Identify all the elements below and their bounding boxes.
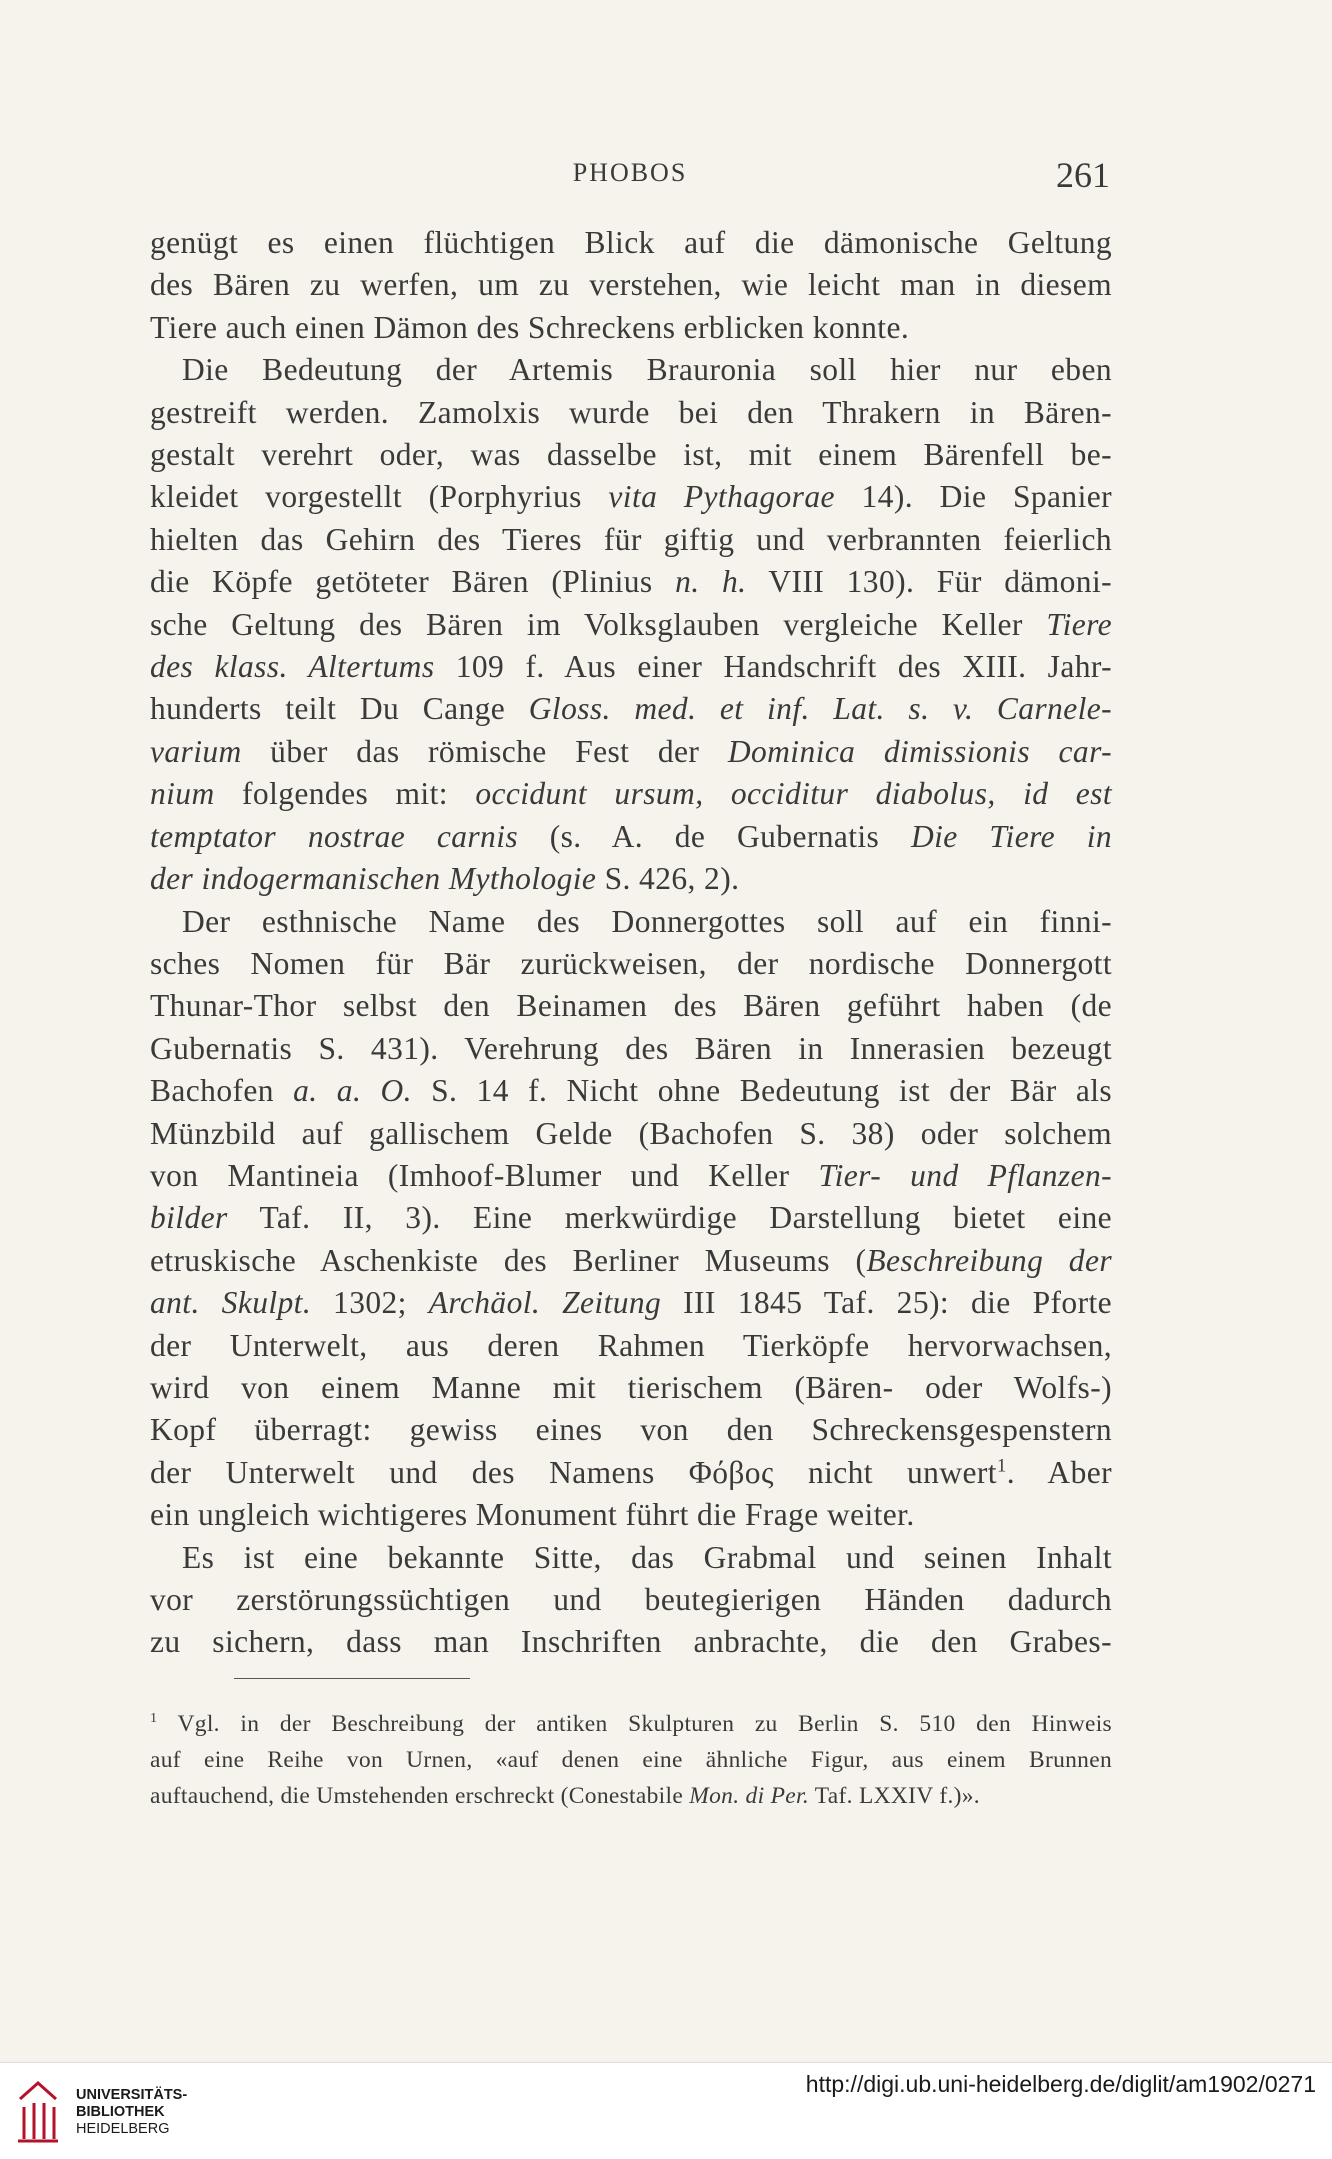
text-line [150,519,1112,561]
text-run: die Köpfe getöteter Bären (Plinius [150,564,676,600]
text-run: von Mantineia (Imhoof-Blumer und Keller [150,1157,819,1193]
source-url-link[interactable]: http://digi.ub.uni-heidelberg.de/diglit/am1902/0271 [805,2071,1316,2097]
italic-text: Die Tiere in [910,818,1112,854]
text-line [150,307,1112,349]
text-line [150,773,1112,815]
library-name-line2: BIBLIOTHEK [76,2104,165,2120]
text-line [150,1494,1112,1536]
text-line [150,858,1112,900]
text-line [150,1282,1112,1324]
text-line [150,1113,1112,1155]
text-line [150,1409,1112,1451]
text-line [150,1155,1112,1197]
italic-text: a. a. O. [293,1073,412,1109]
text-run: gestreift werden. Zamolxis wurde bei den Thrakern in Bären- [150,394,1112,430]
text-line [150,1367,1112,1409]
text-run: hunderts teilt Du Cange [150,691,529,727]
text-line [150,349,1112,391]
text-line [150,604,1112,646]
text-line [150,731,1112,773]
text-run: über das römische Fest der [241,733,728,769]
italic-text: Dominica dimissionis car- [727,733,1112,769]
text-run: Es ist eine bekannte Sitte, das Grabmal und seinen Inhalt [182,1539,1112,1575]
text-line [150,1240,1112,1282]
text-run: (s. A. de Gubernatis [518,818,911,854]
text-run: Gubernatis S. 431). Verehrung des Bären in Innerasien bezeugt [150,1030,1112,1066]
library-logo-icon [14,2079,62,2145]
text-line [150,476,1112,518]
text-run: ein ungleich wichtigeres Monument führt die Frage weiter. [150,1497,915,1533]
text-run: der Unterwelt und des Namens Φόβος nicht unwert [150,1454,997,1490]
text-line [150,646,1112,688]
text-run: Tiere auch einen Dämon des Schreckens erblicken konnte. [150,309,910,345]
text-run: Münzbild auf gallischem Gelde (Bachofen S. 38) oder solchem [150,1115,1112,1151]
footnote-marker: 1 [150,1710,158,1727]
running-header [150,155,1110,198]
text-run: 1302; [311,1285,429,1321]
text-run: III 1845 Taf. 25): die Pforte [661,1285,1112,1321]
text-line [150,1579,1112,1621]
text-line [150,1621,1112,1663]
italic-text: n. h. [675,564,747,600]
library-name [76,2087,187,2138]
text-run: . Aber [1006,1454,1113,1490]
italic-text: nium [150,776,215,812]
text-run: auf eine Reihe von Urnen, «auf denen eine ähnliche Figur, aus einem Brunnen [150,1747,1112,1773]
text-run: gestalt verehrt oder, was dasselbe ist, mit einem Bärenfell be- [150,437,1112,473]
text-run: etruskische Aschenkiste des Berliner Museums ( [150,1242,867,1278]
text-run: Kopf überragt: gewiss eines von den Schreckensgespenstern [150,1412,1112,1448]
text-line [150,264,1112,306]
text-run: VIII 130). Für dämoni- [746,564,1112,600]
text-run: S. 14 f. Nicht ohne Bedeutung ist der Bär als [411,1073,1113,1109]
text-run: hielten das Gehirn des Tieres für giftig und verbrannten feierlich [150,521,1112,557]
italic-text: occidunt ursum, occiditur diabolus, id est [475,776,1112,812]
footnote-line [150,1706,1112,1742]
text-run: folgendes mit: [214,776,476,812]
text-run: Die Bedeutung der Artemis Brauronia soll hier nur eben [182,352,1112,388]
text-run: des Bären zu werfen, um zu verstehen, wie leicht man in diesem [150,267,1112,303]
text-line [150,434,1112,476]
footnote-marker: 1 [996,1455,1007,1477]
italic-text: temptator nostrae carnis [150,818,519,854]
text-run: Taf. II, 3). Eine merkwürdige Darstellung bietet eine [227,1200,1112,1236]
text-line [150,1452,1112,1494]
italic-text: Beschreibung der [866,1242,1112,1278]
text-line [150,1537,1112,1579]
source-url[interactable] [806,2071,1316,2098]
italic-text: varium [150,733,242,769]
text-run: kleidet vorgestellt (Porphyrius [150,479,609,515]
italic-text: Tier- und Pflanzen- [818,1157,1112,1193]
text-run: Der esthnische Name des Donnergottes soll auf ein finni- [182,903,1112,939]
library-name-line3: HEIDELBERG [76,2121,170,2137]
text-line [150,1070,1112,1112]
italic-text: der indogermanischen Mythologie [150,861,597,897]
library-name-line1: UNIVERSITÄTS- [76,2087,188,2103]
body-text [150,222,1112,1664]
footnote-line [150,1778,1112,1814]
footnote [150,1706,1112,1814]
text-line [150,1028,1112,1070]
text-run: sches Nomen für Bär zurückweisen, der nordische Donnergott [150,945,1112,981]
text-line [150,816,1112,858]
italic-text: Mon. di Per. [689,1783,810,1809]
viewer-footer-bar [0,2062,1332,2159]
italic-text: bilder [150,1200,228,1236]
text-run: Bachofen [150,1073,294,1109]
text-run: 14). Die Spanier [834,479,1112,515]
text-run: zu sichern, dass man Inschriften anbrachte, die den Grabes- [150,1624,1112,1660]
italic-text: des klass. Altertums [150,649,435,685]
italic-text: vita Pythagorae [608,479,835,515]
text-run: wird von einem Manne mit tierischem (Bären- oder Wolfs-) [150,1369,1112,1405]
text-run: Taf. LXXIV f.)». [809,1783,980,1809]
text-line [150,1325,1112,1367]
text-run: 109 f. Aus einer Handschrift des XIII. Jahr- [434,649,1112,685]
text-run: Thunar-Thor selbst den Beinamen des Bären geführt haben (de [150,988,1112,1024]
text-run: genügt es einen flüchtigen Blick auf die dämonische Geltung [150,225,1112,260]
footnote-separator [234,1678,470,1679]
text-line [150,901,1112,943]
text-run: Vgl. in der Beschreibung der antiken Skulpturen zu Berlin S. 510 den Hinweis [157,1711,1112,1737]
text-run: auftauchend, die Umstehenden erschreckt (Conestabile [150,1783,690,1809]
running-title: PHOBOS [572,158,688,187]
italic-text: Archäol. Zeitung [428,1285,662,1321]
italic-text: ant. Skulpt. [150,1285,312,1321]
text-line [150,943,1112,985]
text-line [150,222,1112,264]
text-line [150,392,1112,434]
text-line [150,561,1112,603]
text-run: der Unterwelt, aus deren Rahmen Tierköpfe hervorwachsen, [150,1327,1112,1363]
italic-text: Gloss. med. et inf. Lat. s. v. Carnele- [528,691,1112,727]
text-line [150,688,1112,730]
text-line [150,985,1112,1027]
text-run: sche Geltung des Bären im Volksglauben vergleiche Keller [150,606,1047,642]
text-line [150,1197,1112,1239]
text-run: vor zerstörungssüchtigen und beutegierigen Händen dadurch [150,1582,1112,1617]
page-number: 261 [1056,155,1110,195]
footnote-line [150,1742,1112,1778]
text-run: S. 426, 2). [596,861,740,897]
italic-text: Tiere [1046,606,1112,642]
